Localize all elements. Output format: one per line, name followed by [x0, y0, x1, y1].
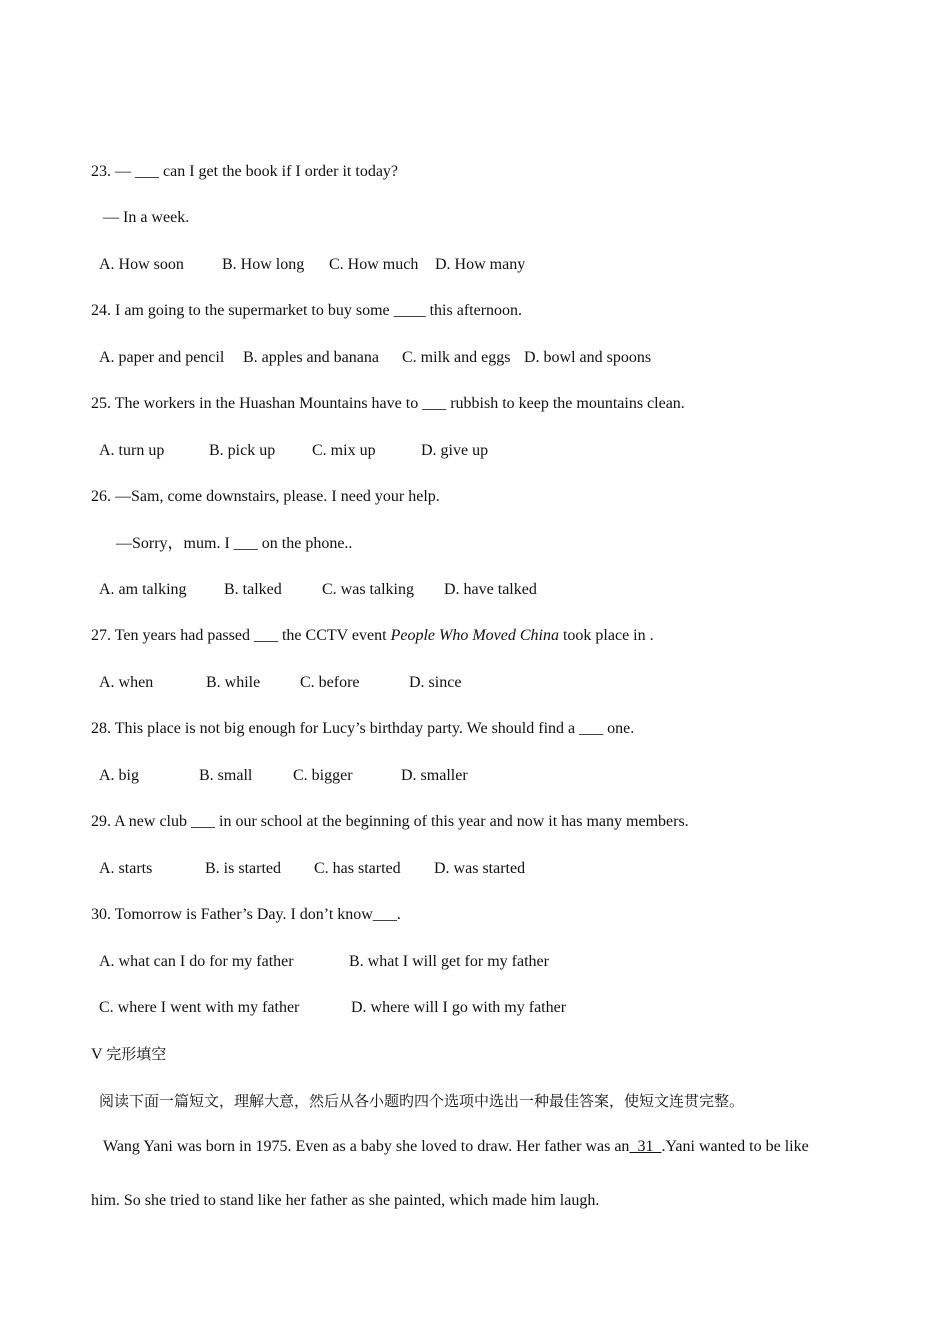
question-26: 26. —Sam, come downstairs, please. I need your help.	[91, 488, 440, 505]
option-d: D. How many	[435, 256, 526, 273]
option-d: D. where will I go with my father	[351, 999, 567, 1016]
option-b: B. How long	[222, 256, 305, 273]
option-c: C. How much	[329, 256, 419, 273]
option-b: B. apples and banana	[243, 349, 379, 366]
question-30: 30. Tomorrow is Father’s Day. I don’t know___.	[91, 906, 401, 923]
option-b: B. pick up	[209, 442, 276, 459]
option-d: D. bowl and spoons	[524, 349, 652, 366]
section-heading	[91, 1044, 166, 1065]
option-a: A. what can I do for my father	[99, 953, 294, 970]
question-23: 23. — ___ can I get the book if I order it today?	[91, 163, 399, 180]
option-a: A. How soon	[99, 256, 184, 273]
option-d: D. smaller	[401, 767, 468, 784]
option-a: A. am talking	[99, 581, 187, 598]
question-23-reply: — In a week.	[103, 209, 190, 226]
section-number: V	[91, 1046, 107, 1063]
option-c: C. before	[300, 674, 360, 691]
option-b: B. talked	[224, 581, 282, 598]
question-26-reply: —Sorry，mum. I ___ on the phone..	[116, 535, 353, 552]
question-27-part-2: took place in .	[558, 627, 654, 644]
passage-line-1	[103, 1137, 809, 1157]
passage-line-2: him. So she tried to stand like her father as she painted, which made him laugh.	[91, 1192, 600, 1209]
question-25: 25. The workers in the Huashan Mountains have to ___ rubbish to keep the mountains clean.	[91, 395, 685, 412]
option-a: A. big	[99, 767, 139, 784]
question-29: 29. A new club ___ in our school at the beginning of this year and now it has many members.	[91, 813, 689, 830]
option-c: C. has started	[314, 860, 401, 877]
option-d: D. since	[409, 674, 462, 691]
question-27-part-1: 27. Ten years had passed ___ the CCTV event	[91, 627, 391, 644]
option-a: A. starts	[99, 860, 153, 877]
question-28: 28. This place is not big enough for Lucy’s birthday party. We should find a ___ one.	[91, 720, 635, 737]
option-d: D. give up	[421, 442, 489, 459]
section-title: 完形填空	[106, 1045, 167, 1063]
question-24: 24. I am going to the supermarket to buy some ____ this afternoon.	[91, 302, 523, 319]
option-c: C. where I went with my father	[99, 999, 300, 1016]
option-c: C. milk and eggs	[402, 349, 511, 366]
option-d: D. have talked	[444, 581, 537, 598]
option-b: B. what I will get for my father	[349, 953, 549, 970]
option-b: B. while	[206, 674, 261, 691]
question-27-title: People Who Moved China	[390, 627, 559, 644]
option-b: B. is started	[205, 860, 281, 877]
option-a: A. paper and pencil	[99, 349, 225, 366]
option-a: A. when	[99, 674, 154, 691]
blank-31: 31	[629, 1138, 662, 1155]
option-c: C. bigger	[293, 767, 353, 784]
section-instructions: 阅读下面一篇短文，理解大意，然后从各小题旳四个选项中选出一种最佳答案，使短文连贯完整。	[99, 1092, 745, 1110]
option-d: D. was started	[434, 860, 526, 877]
passage-text-1: Wang Yani was born in 1975. Even as a baby she loved to draw. Her father was an	[103, 1138, 630, 1155]
option-c: C. mix up	[312, 442, 376, 459]
option-c: C. was talking	[322, 581, 414, 598]
question-27	[91, 626, 654, 646]
option-b: B. small	[199, 767, 253, 784]
passage-text-2: .Yani wanted to be like	[661, 1138, 809, 1155]
option-a: A. turn up	[99, 442, 165, 459]
